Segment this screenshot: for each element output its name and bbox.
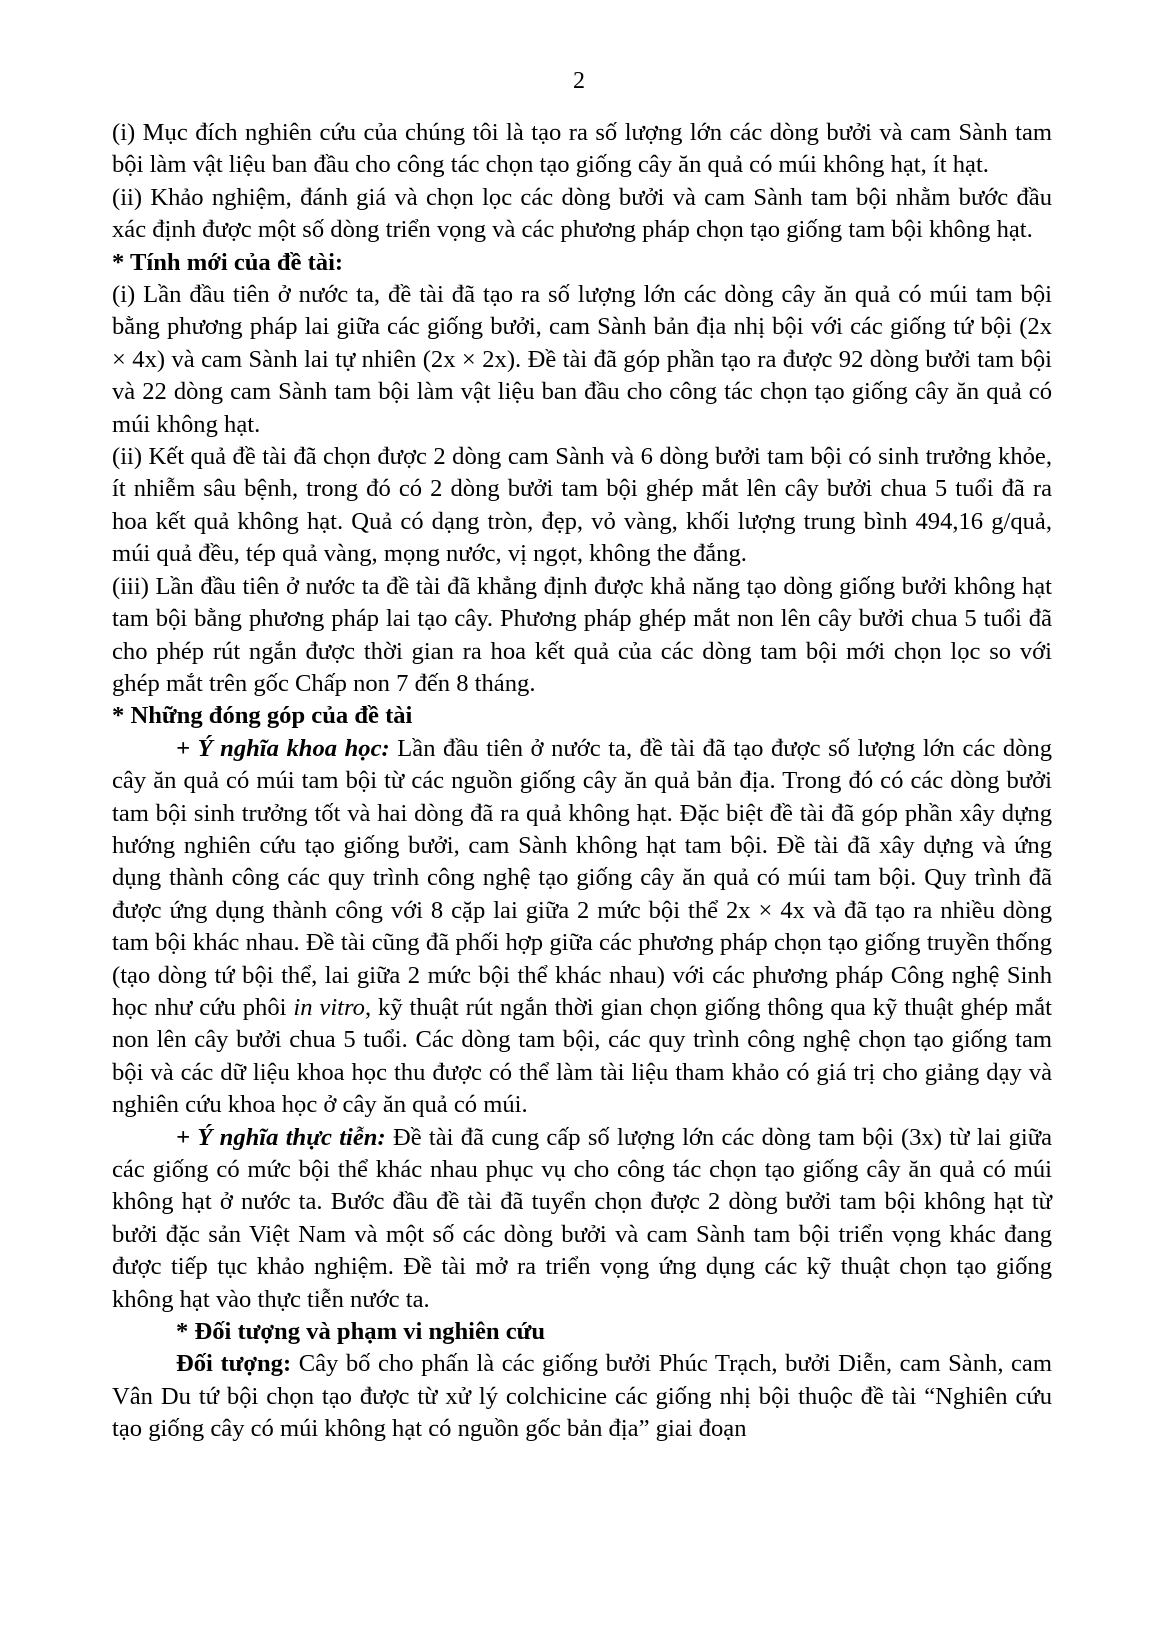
in-vitro-term: in vitro <box>293 993 365 1021</box>
practical-significance-label: + Ý nghĩa thực tiễn: <box>176 1123 386 1151</box>
page-number: 2 <box>573 68 585 94</box>
scientific-significance-label: + Ý nghĩa khoa học: <box>176 734 390 762</box>
scientific-significance-paragraph <box>112 733 1052 1122</box>
novelty-paragraph-1: (i) Lần đầu tiên ở nước ta, đề tài đã tạo ra số lượng lớn các dòng cây ăn quả có múi tam bội bằng phương pháp lai giữa các giống bưởi, cam Sành bản địa nhị bội với các giống tứ bội (2x × 4x) và cam Sành lai tự nhiên (2x × 2x). Đề tài đã góp phần tạo ra được 92 dòng bưởi tam bội và 22 dòng cam Sành tam bội làm vật liệu ban đầu cho công tác chọn tạo giống cây ăn quả có múi không hạt. <box>112 281 1052 438</box>
objective-paragraph-2: (ii) Khảo nghiệm, đánh giá và chọn lọc các dòng bưởi và cam Sành tam bội nhằm bước đầu xác định được một số dòng triển vọng và các phương pháp chọn tạo giống tam bội không hạt. <box>112 183 1052 244</box>
research-object-label: Đối tượng: <box>176 1350 292 1378</box>
practical-significance-text: Đề tài đã cung cấp số lượng lớn các dòng tam bội (3x) từ lai giữa các giống có mức bội thể khác nhau phục vụ cho công tác chọn tạo giống cây ăn quả có múi không hạt ở nước ta. Bước đầu đề tài đã tuyển chọn được 2 dòng bưởi tam bội không hạt từ bưởi đặc sản Việt Nam và một số các dòng bưởi và cam Sành tam bội triển vọng khác đang được tiếp tục khảo nghiệm. Đề tài mở ra triển vọng ứng dụng các kỹ thuật chọn tạo giống không hạt vào thực tiễn nước ta. <box>112 1123 1052 1313</box>
scientific-significance-text-b: , kỹ thuật rút ngắn thời gian chọn giống thông qua kỹ thuật ghép mắt non lên cây bưởi chua 5 tuổi. Các dòng tam bội, các quy trình công nghệ chọn tạo giống tam bội và các dữ liệu khoa học thu được có thể làm tài liệu tham khảo có giá trị cho giảng dạy và nghiên cứu khoa học ở cây ăn quả có múi. <box>112 993 1052 1119</box>
novelty-paragraph-3: (iii) Lần đầu tiên ở nước ta đề tài đã khẳng định được khả năng tạo dòng giống bưởi không hạt tam bội bằng phương pháp lai tạo cây. Phương pháp ghép mắt non lên cây bưởi chua 5 tuổi đã cho phép rút ngắn được thời gian ra hoa kết quả của các dòng tam bội mới chọn lọc so với ghép mắt trên gốc Chấp non 7 đến 8 tháng. <box>112 572 1052 697</box>
scope-heading: * Đối tượng và phạm vi nghiên cứu <box>176 1318 546 1346</box>
research-object-text: Cây bố cho phấn là các giống bưởi Phúc Trạch, bưởi Diễn, cam Sành, cam Vân Du tứ bội chọn tạo được từ xử lý colchicine các giống nhị bội thuộc đề tài “Nghiên cứu tạo giống cây có múi không hạt có nguồn gốc bản địa” giai đoạn <box>112 1350 1052 1443</box>
contributions-heading: * Những đóng góp của đề tài <box>112 702 413 730</box>
novelty-paragraph-2: (ii) Kết quả đề tài đã chọn được 2 dòng cam Sành và 6 dòng bưởi tam bội có sinh trưởng khỏe, ít nhiễm sâu bệnh, trong đó có 2 dòng bưởi tam bội ghép mắt lên cây bưởi chua 5 tuổi đã ra hoa kết quả không hạt. Quả có dạng tròn, đẹp, vỏ vàng, khối lượng trung bình 494,16 g/quả, múi quả đều, tép quả vàng, mọng nước, vị ngọt, không the đắng. <box>112 443 1052 568</box>
scientific-significance-text-a: Lần đầu tiên ở nước ta, đề tài đã tạo được số lượng lớn các dòng cây ăn quả có múi tam bội từ các nguồn giống cây ăn quả bản địa. Trong đó có các dòng bưởi tam bội sinh trưởng tốt và hai dòng đã ra quả không hạt. Đặc biệt đề tài đã góp phần xây dựng hướng nghiên cứu tạo giống bưởi, cam Sành không hạt tam bội. Đề tài đã xây dựng và ứng dụng thành công các quy trình công nghệ tạo giống cây ăn quả có múi tam bội. Quy trình đã được ứng dụng thành công với 8 cặp lai giữa 2 mức bội thể 2x × 4x và đã tạo ra nhiều dòng tam bội khác nhau. Đề tài cũng đã phối hợp giữa các phương pháp chọn tạo giống truyền thống (tạo dòng tứ bội thể, lai giữa 2 mức bội thể khác nhau) với các phương pháp Công nghệ Sinh học như cứu phôi <box>112 734 1053 1021</box>
practical-significance-paragraph <box>112 1122 1052 1316</box>
novelty-heading: * Tính mới của đề tài: <box>112 248 344 276</box>
page-body <box>112 117 1052 1446</box>
objective-paragraph-1: (i) Mục đích nghiên cứu của chúng tôi là tạo ra số lượng lớn các dòng bưởi và cam Sành tam bội làm vật liệu ban đầu cho công tác chọn tạo giống cây ăn quả có múi không hạt, ít hạt. <box>112 119 1052 179</box>
research-object-paragraph <box>112 1348 1052 1445</box>
